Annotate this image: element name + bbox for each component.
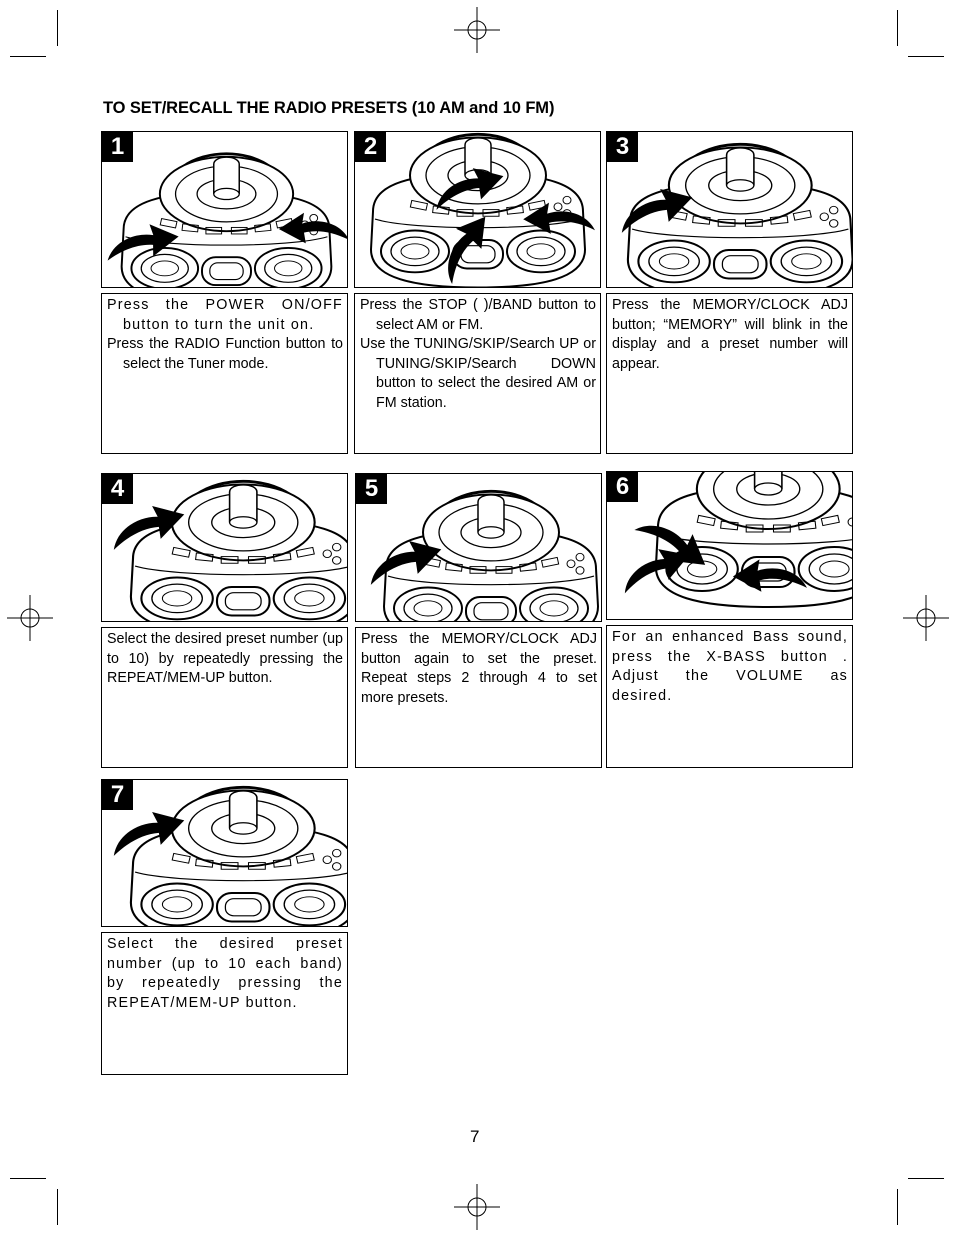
step-3-illustration — [606, 131, 853, 288]
step-1-illustration — [101, 131, 348, 288]
crop-mark — [57, 1189, 58, 1225]
boombox-illustration-icon — [356, 474, 602, 622]
step-number-badge: 6 — [607, 472, 638, 502]
crop-mark — [10, 1178, 46, 1179]
boombox-illustration-icon — [102, 132, 348, 288]
step-text-line: Use the TUNING/SKIP/Search UP or TUNING/SKIP/Search DOWN button to select the desired AM or FM station. — [360, 336, 596, 411]
crosshair-registration-icon — [903, 595, 949, 641]
step-7-illustration — [101, 779, 348, 927]
step-number-badge: 7 — [102, 780, 133, 810]
crop-mark — [908, 1178, 944, 1179]
step-1-text — [101, 293, 348, 454]
crop-mark — [57, 10, 58, 46]
step-text-line: Press the MEMORY/CLOCK ADJ button again to set the preset. Repeat steps 2 through 4 to set more presets. — [361, 631, 597, 706]
step-4-illustration — [101, 473, 348, 622]
step-2-illustration — [354, 131, 601, 288]
boombox-illustration-icon — [607, 132, 853, 288]
step-4-text — [101, 627, 348, 768]
crop-mark — [897, 1189, 898, 1225]
step-number-badge: 5 — [356, 474, 387, 504]
boombox-illustration-icon — [102, 780, 348, 927]
crosshair-registration-icon — [7, 595, 53, 641]
step-text-line: Press the MEMORY/CLOCK ADJ button; “MEMORY” will blink in the display and a preset number will appear. — [612, 297, 848, 372]
step-text-line: Press the POWER ON/OFF button to turn the unit on. — [107, 297, 343, 333]
step-text-line: Select the desired preset number (up to 10) by repeatedly pressing the REPEAT/MEM-UP button. — [107, 631, 343, 687]
crop-mark — [908, 56, 944, 57]
step-2-text — [354, 293, 601, 454]
step-text-line: Press the STOP ( )/BAND button to select AM or FM. — [360, 297, 596, 333]
step-text-line: For an enhanced Bass sound, press the X-BASS button . Adjust the VOLUME as desired. — [612, 629, 848, 704]
page-title: TO SET/RECALL THE RADIO PRESETS (10 AM and 10 FM) — [103, 99, 555, 117]
step-number-badge: 2 — [355, 132, 386, 162]
boombox-illustration-icon — [355, 132, 601, 288]
step-text-line: Select the desired preset number (up to 10 each band) by repeatedly pressing the REPEAT/MEM-UP button. — [107, 936, 343, 1011]
crosshair-registration-icon — [454, 1184, 500, 1230]
step-text-line: Press the RADIO Function button to select the Tuner mode. — [107, 336, 343, 372]
boombox-illustration-icon — [607, 472, 853, 620]
page-number: 7 — [470, 1127, 480, 1146]
step-6-text — [606, 625, 853, 768]
step-5-text — [355, 627, 602, 768]
step-number-badge: 3 — [607, 132, 638, 162]
step-3-text — [606, 293, 853, 454]
crop-mark — [897, 10, 898, 46]
boombox-illustration-icon — [102, 474, 348, 622]
step-6-illustration — [606, 471, 853, 620]
step-number-badge: 4 — [102, 474, 133, 504]
step-number-badge: 1 — [102, 132, 133, 162]
step-7-text — [101, 932, 348, 1075]
crosshair-registration-icon — [454, 7, 500, 53]
step-5-illustration — [355, 473, 602, 622]
crop-mark — [10, 56, 46, 57]
